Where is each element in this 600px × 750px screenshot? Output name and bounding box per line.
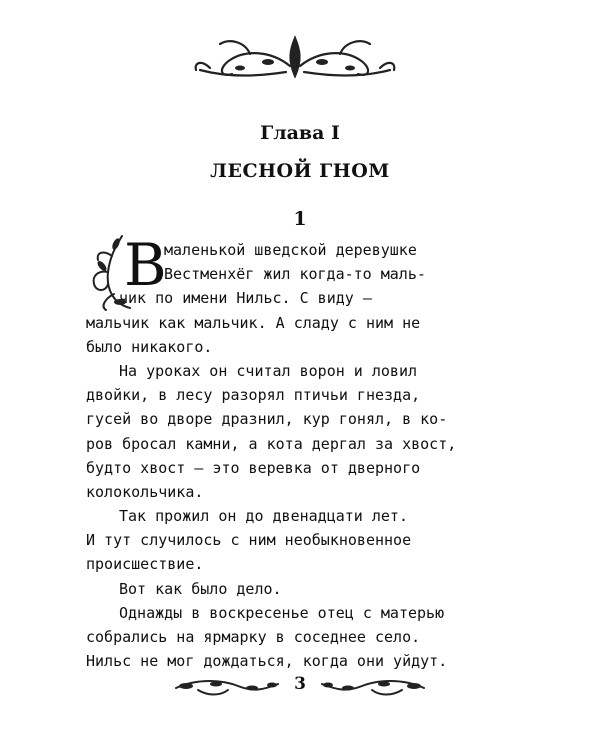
text-line: собрались на ярмарку в соседнее село. [86,628,421,646]
text-line: колокольчика. [86,482,204,501]
text-line: Так прожил он до двенадцати лет. [119,507,408,526]
text-line: Нильс не мог дождаться, когда они уйдут. [86,652,448,671]
text-line: Вот как было дело. [119,579,282,598]
text-line: мальчик как мальчик. А сладу с ним не [86,313,421,332]
text-line: гусей во дворе дразнил, кур гонял, в ко- [86,410,448,429]
text-line: происшествие. [86,555,204,574]
section-number: 1 [293,208,307,230]
chapter-title: ЛЕСНОЙ ГНОМ [210,160,390,182]
text-line: И тут случилось с ним необыкновенное [86,531,412,550]
text-line: чик по имени Нильс. С виду — [119,289,372,308]
body-text [86,231,494,673]
page-number: 3 [294,674,306,694]
text-line: ров бросал камни, а кота дергал за хвост, [86,434,457,453]
top-ornament-icon [190,30,400,82]
text-line: Однажды в воскресенье отец с матерью [119,603,445,622]
text-line: маленькой шведской деревушке [164,241,417,259]
text-line: было никакого. [86,337,213,356]
dropcap-letter: В [124,231,167,299]
text-line: На уроках он считал ворон и ловил [119,361,418,380]
text-line: двойки, в лесу разорял птичьи гнезда, [86,386,421,405]
text-line: Вестменхёг жил когда-то маль- [164,265,426,284]
chapter-number: Глава I [260,122,340,144]
text-line: будто хвост — это веревка от дверного [86,458,421,477]
